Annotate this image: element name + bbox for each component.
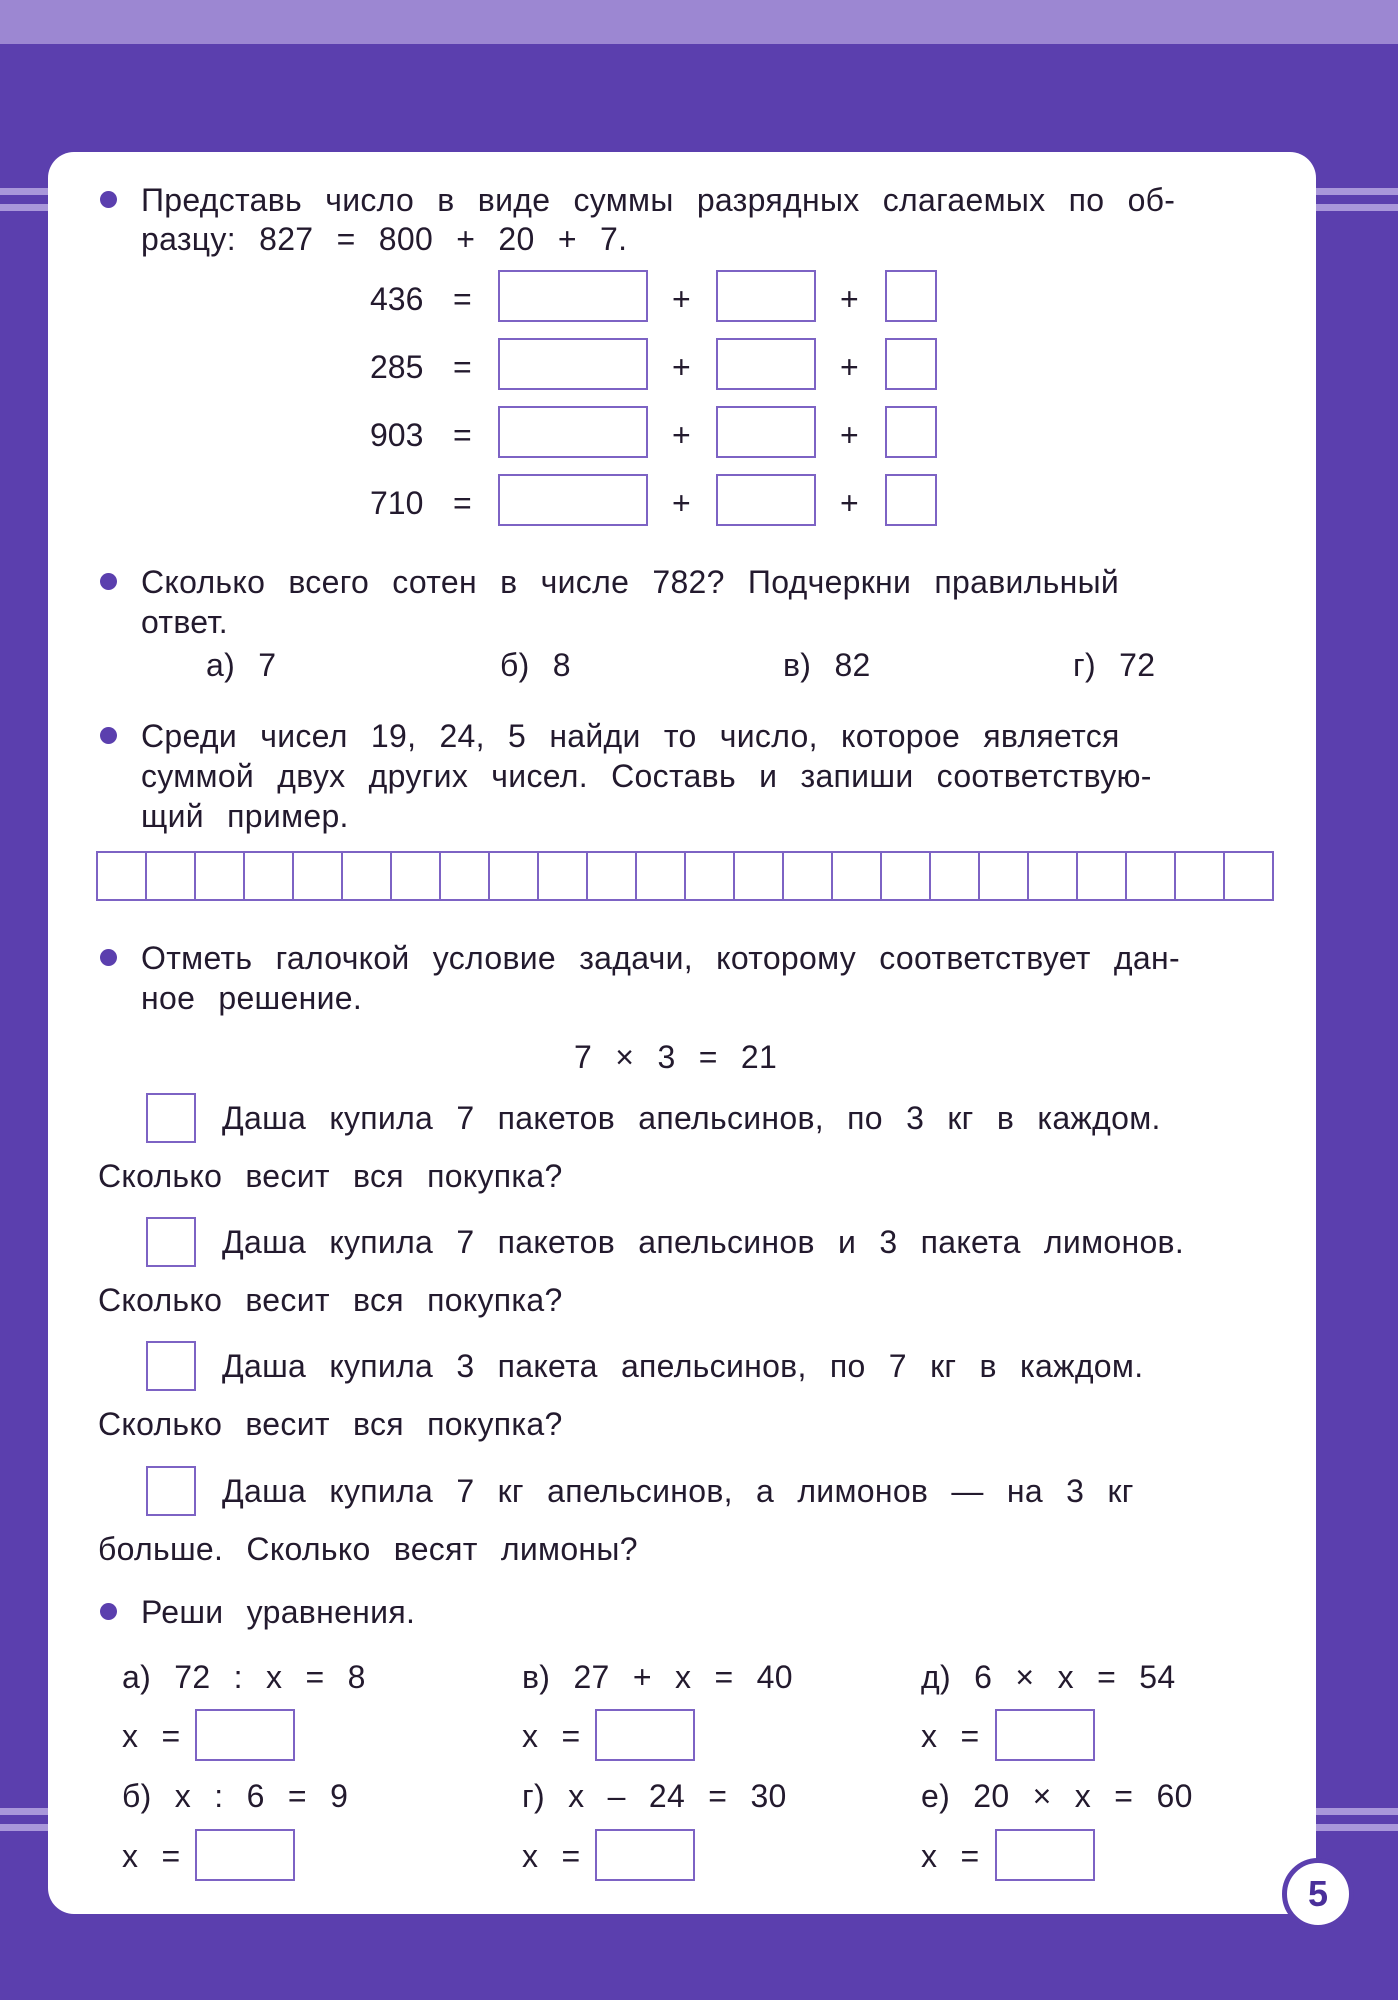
equation-v: в) 27 + x = 40 [522,1659,793,1695]
answer-cell[interactable] [931,853,980,899]
answer-box-d[interactable] [995,1709,1095,1761]
tens-answer-box[interactable] [716,406,816,458]
equals-sign: = [453,417,472,453]
answer-cell[interactable] [441,853,490,899]
hundreds-answer-box[interactable] [498,270,648,322]
task1-text-line1: Представь число в виде суммы разрядных слагаемых по об- [141,182,1176,218]
answer-cell[interactable] [882,853,931,899]
plus-sign: + [672,417,691,453]
units-answer-box[interactable] [885,474,937,526]
x-label: x = [921,1718,980,1754]
bullet-icon [100,191,117,208]
plus-sign: + [840,281,859,317]
bottom-band [0,1905,1398,2000]
option1-line2: Сколько весит вся покупка? [98,1158,563,1194]
x-label: x = [921,1838,980,1874]
equals-sign: = [453,485,472,521]
right-stripe-1 [1316,188,1398,195]
answer-cell[interactable] [1176,853,1225,899]
bullet-icon [100,573,117,590]
right-stripe-3 [1316,1808,1398,1815]
x-label: x = [122,1718,181,1754]
option4-line2: больше. Сколько весят лимоны? [98,1531,638,1567]
option2-checkbox[interactable] [146,1217,196,1267]
answer-cell[interactable] [490,853,539,899]
answer-option-a[interactable]: а) 7 [206,647,277,683]
left-stripe-4 [0,1824,48,1831]
answer-cell[interactable] [1029,853,1078,899]
plus-sign: + [840,485,859,521]
tens-answer-box[interactable] [716,338,816,390]
answer-option-v[interactable]: в) 82 [783,647,871,683]
answer-option-b[interactable]: б) 8 [500,647,571,683]
plus-sign: + [840,349,859,385]
answer-cell[interactable] [392,853,441,899]
answer-cell[interactable] [245,853,294,899]
task3-text-line2: суммой двух других чисел. Составь и запиши соответствую- [141,758,1152,794]
page-number: 5 [1282,1858,1354,1930]
tens-answer-box[interactable] [716,270,816,322]
left-stripe-3 [0,1808,48,1815]
hundreds-answer-box[interactable] [498,338,648,390]
plus-sign: + [672,349,691,385]
answer-box-a[interactable] [195,1709,295,1761]
task1-number: 710 [370,485,424,521]
tens-answer-box[interactable] [716,474,816,526]
answer-box-g[interactable] [595,1829,695,1881]
solution-expression: 7 × 3 = 21 [574,1039,778,1075]
answer-box-b[interactable] [195,1829,295,1881]
units-answer-box[interactable] [885,338,937,390]
answer-cell[interactable] [343,853,392,899]
answer-cell[interactable] [196,853,245,899]
answer-cell[interactable] [833,853,882,899]
units-answer-box[interactable] [885,406,937,458]
equals-sign: = [453,349,472,385]
task1-number: 436 [370,281,424,317]
x-label: x = [122,1838,181,1874]
option1-line1: Даша купила 7 пакетов апельсинов, по 3 кг в каждом. [222,1100,1161,1136]
plus-sign: + [672,485,691,521]
task3-text-line3: щий пример. [141,798,349,834]
task2-text-line2: ответ. [141,604,228,640]
answer-cell[interactable] [637,853,686,899]
answer-cell[interactable] [1225,853,1272,899]
right-stripe-4 [1316,1824,1398,1831]
task4-text-line1: Отметь галочкой условие задачи, которому соответствует дан- [141,940,1180,976]
equation-a: а) 72 : x = 8 [122,1659,366,1695]
answer-cell[interactable] [784,853,833,899]
option3-checkbox[interactable] [146,1341,196,1391]
answer-cell[interactable] [539,853,588,899]
hundreds-answer-box[interactable] [498,474,648,526]
task3-text-line1: Среди чисел 19, 24, 5 найди то число, которое является [141,718,1120,754]
top-band [0,0,1398,44]
x-label: x = [522,1838,581,1874]
x-label: x = [522,1718,581,1754]
answer-cell[interactable] [588,853,637,899]
task5-title: Реши уравнения. [141,1594,416,1630]
option1-checkbox[interactable] [146,1093,196,1143]
answer-box-v[interactable] [595,1709,695,1761]
task4-text-line2: ное решение. [141,980,363,1016]
bullet-icon [100,1603,117,1620]
equation-g: г) x – 24 = 30 [522,1778,787,1814]
answer-cell[interactable] [98,853,147,899]
answer-cell[interactable] [735,853,784,899]
answer-cell-row[interactable] [96,851,1274,901]
option2-line1: Даша купила 7 пакетов апельсинов и 3 пакета лимонов. [222,1224,1185,1260]
answer-cell[interactable] [686,853,735,899]
left-stripe-2 [0,204,48,211]
equation-e: е) 20 × x = 60 [921,1778,1193,1814]
task1-text-line2: разцу: 827 = 800 + 20 + 7. [141,221,628,257]
option4-line1: Даша купила 7 кг апельсинов, а лимонов — на 3 кг [222,1473,1134,1509]
equation-b: б) x : 6 = 9 [122,1778,349,1814]
answer-box-e[interactable] [995,1829,1095,1881]
option3-line1: Даша купила 3 пакета апельсинов, по 7 кг в каждом. [222,1348,1144,1384]
equation-d: д) 6 × x = 54 [921,1659,1176,1695]
plus-sign: + [672,281,691,317]
left-stripe-1 [0,188,48,195]
units-answer-box[interactable] [885,270,937,322]
answer-cell[interactable] [1127,853,1176,899]
task1-number: 903 [370,417,424,453]
plus-sign: + [840,417,859,453]
bullet-icon [100,949,117,966]
answer-cell[interactable] [980,853,1029,899]
answer-cell[interactable] [294,853,343,899]
equals-sign: = [453,281,472,317]
task2-text-line1: Сколько всего сотен в числе 782? Подчеркни правильный [141,564,1120,600]
bullet-icon [100,727,117,744]
option3-line2: Сколько весит вся покупка? [98,1406,563,1442]
answer-cell[interactable] [147,853,196,899]
hundreds-answer-box[interactable] [498,406,648,458]
answer-cell[interactable] [1078,853,1127,899]
task1-number: 285 [370,349,424,385]
option4-checkbox[interactable] [146,1466,196,1516]
answer-option-g[interactable]: г) 72 [1073,647,1156,683]
option2-line2: Сколько весит вся покупка? [98,1282,563,1318]
right-stripe-2 [1316,204,1398,211]
